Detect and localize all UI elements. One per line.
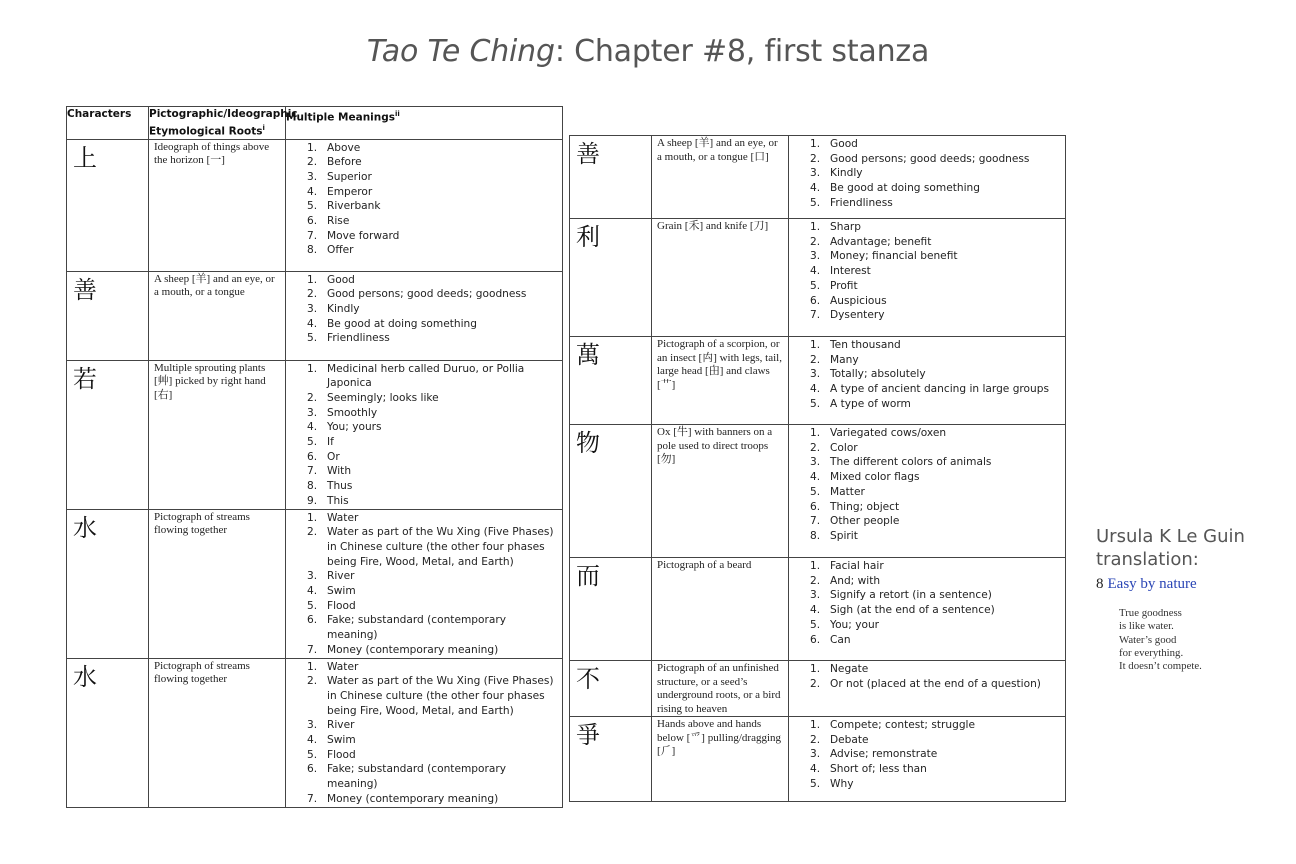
meanings-cell [286, 360, 563, 509]
meanings-list [286, 140, 562, 259]
list-item: 5. Friendliness [307, 332, 390, 345]
list-item: 1. Sharp [810, 221, 862, 233]
list-item: 7. Other people [810, 515, 900, 528]
meaning-text: Can [830, 633, 851, 646]
list-item: 2. Debate [810, 733, 869, 746]
meaning-text: Spirit [830, 529, 858, 542]
meaning-text: Superior [327, 170, 372, 183]
character-cell: 水 [67, 658, 149, 807]
list-item: 5. A type of worm [810, 397, 911, 410]
meanings-list [286, 272, 562, 347]
list-item: 6. Fake; substandard (contemporary meaning) [307, 763, 506, 791]
list-item: 2. Advantage; benefit [810, 235, 932, 248]
meaning-text: Good persons; good deeds; goodness [327, 288, 527, 301]
meanings-cell [789, 717, 1066, 802]
meanings-cell [286, 271, 563, 360]
list-item: 1. Medicinal herb called Duruo, or Pollia Japonica [307, 362, 525, 390]
table-row [67, 509, 563, 658]
header-meanings: Multiple Meanings$^{ii}$ [286, 107, 563, 140]
meaning-text: Sharp [830, 221, 862, 233]
meaning-text: Kindly [327, 302, 360, 315]
meaning-text: Be good at doing something [830, 182, 980, 195]
list-item: 3. Kindly [810, 167, 863, 180]
meaning-text: Variegated cows/oxen [830, 427, 947, 439]
list-item: 3. Advise; remonstrate [810, 748, 938, 761]
etymology-cell: Pictograph of an unfinished structure, or a seed’s underground roots, or a bird rising to heaven [652, 661, 789, 717]
table-row [570, 661, 1066, 717]
meanings-cell [789, 425, 1066, 558]
list-item: 2. Seemingly; looks like [307, 391, 439, 404]
list-item: 2. Or not (placed at the end of a question) [810, 677, 1041, 690]
character-cell: 善 [570, 136, 652, 219]
meaning-text: Good persons; good deeds; goodness [830, 152, 1030, 165]
list-item: 1. Variegated cows/oxen [810, 427, 947, 439]
meaning-text: Or not (placed at the end of a question) [830, 677, 1041, 690]
meaning-text: Advise; remonstrate [830, 748, 938, 761]
list-item: 3. River [307, 719, 355, 732]
list-item: 1. Above [307, 141, 361, 154]
character-cell: 萬 [570, 337, 652, 425]
list-item: 1. Negate [810, 663, 869, 675]
meaning-text: Advantage; benefit [830, 235, 932, 248]
list-item: 3. The different colors of animals [810, 456, 992, 469]
list-item: 2. Good persons; good deeds; goodness [810, 152, 1030, 165]
meaning-text: Offer [327, 244, 354, 257]
etymology-cell: Hands above and hands below [爫] pulling/dragging [⺁] [652, 717, 789, 802]
meaning-text: Mixed color flags [830, 471, 920, 484]
translation-heading: Ursula K Le Guin translation: [1096, 526, 1245, 570]
meaning-text: Swim [327, 585, 356, 598]
list-item: 4. Emperor [307, 185, 373, 198]
meaning-text: Kindly [830, 167, 863, 180]
meaning-text: Move forward [327, 229, 400, 242]
list-item: 7. Move forward [307, 229, 400, 242]
meanings-list [286, 361, 562, 509]
meaning-text: Money; financial benefit [830, 250, 958, 263]
meaning-text: Water as part of the Wu Xing (Five Phases) in Chinese culture (the other four phases being Fire, Wood, Metal, and Earth) [327, 526, 554, 568]
list-item: 4. You; yours [307, 421, 382, 434]
meaning-text: Rise [327, 215, 350, 228]
meaning-text: Other people [830, 515, 900, 528]
meaning-text: Smoothly [327, 406, 378, 419]
list-item: 2. Color [810, 441, 858, 454]
table-row [67, 658, 563, 807]
character-cell: 利 [570, 219, 652, 337]
list-item: 1. Water [307, 511, 359, 524]
etymology-cell: Grain [禾] and knife [刀] [652, 219, 789, 337]
list-item: 3. Totally; absolutely [810, 368, 926, 381]
header-characters: Characters [67, 107, 149, 140]
table-row [570, 425, 1066, 558]
meaning-text: With [327, 465, 352, 478]
list-item: 1. Good [810, 138, 858, 150]
list-item: 5. Riverbank [307, 200, 381, 213]
meaning-text: Swim [327, 734, 356, 747]
meaning-text: Or [327, 450, 340, 463]
meaning-text: River [327, 570, 355, 583]
table-row [67, 271, 563, 360]
meaning-text: Fake; substandard (contemporary meaning) [327, 763, 506, 791]
list-item: 4. Be good at doing something [810, 182, 980, 195]
list-item: 3. Money; financial benefit [810, 250, 958, 263]
meanings-list [789, 337, 1065, 412]
list-item: 2. And; with [810, 574, 881, 587]
meaning-text: Compete; contest; struggle [830, 719, 976, 731]
meaning-text: Interest [830, 265, 871, 278]
meaning-text: Emperor [327, 185, 373, 198]
meaning-text: Many [830, 353, 859, 366]
etymology-cell: A sheep [羊] and an eye, or a mouth, or a tongue [149, 271, 286, 360]
meaning-text: The different colors of animals [830, 456, 992, 469]
list-item: 6. Can [810, 633, 851, 646]
meaning-text: Before [327, 156, 362, 169]
etymology-cell: Ideograph of things above the horizon [一] [149, 139, 286, 271]
list-item: 5. Profit [810, 279, 858, 292]
meaning-text: Signify a retort (in a sentence) [830, 589, 992, 602]
meaning-text: Money (contemporary meaning) [327, 792, 499, 805]
meanings-list [286, 510, 562, 658]
table-row [570, 558, 1066, 661]
list-item: 6. Or [307, 450, 340, 463]
meaning-text: Flood [327, 599, 356, 612]
meaning-text: Thus [327, 480, 353, 493]
meaning-text: Riverbank [327, 200, 381, 213]
character-cell: 爭 [570, 717, 652, 802]
table-row [67, 360, 563, 509]
list-item: 4. Mixed color flags [810, 471, 920, 484]
list-item: 3. Smoothly [307, 406, 378, 419]
list-item: 6. Fake; substandard (contemporary meaning) [307, 614, 506, 642]
meaning-text: Friendliness [830, 196, 893, 209]
meaning-text: Negate [830, 663, 869, 675]
list-item: 6. Thing; object [810, 500, 900, 513]
meaning-text: Good [327, 273, 355, 286]
meanings-cell [286, 658, 563, 807]
meaning-text: Facial hair [830, 560, 884, 572]
character-cell: 水 [67, 509, 149, 658]
meaning-text: Seemingly; looks like [327, 391, 439, 404]
meaning-text: Be good at doing something [327, 317, 477, 330]
list-item: 4. Swim [307, 585, 356, 598]
meaning-text: Color [830, 441, 858, 454]
table-row [570, 717, 1066, 802]
meaning-text: A type of worm [830, 397, 911, 410]
meaning-text: You; your [830, 618, 880, 631]
meanings-cell [789, 661, 1066, 717]
list-item: 2. Good persons; good deeds; goodness [307, 288, 527, 301]
meaning-text: A type of ancient dancing in large groups [830, 383, 1049, 396]
header-etymology: Pictographic/Ideographic Etymological Roots$^i$ [149, 108, 298, 138]
list-item: 2. Many [810, 353, 859, 366]
list-item: 1. Facial hair [810, 560, 884, 572]
list-item: 4. Short of; less than [810, 763, 927, 776]
table-row [570, 136, 1066, 219]
meaning-text: Above [327, 141, 361, 154]
meaning-text: River [327, 719, 355, 732]
meaning-text: This [327, 494, 349, 507]
list-item: 3. Superior [307, 170, 372, 183]
meaning-text: Water as part of the Wu Xing (Five Phases) in Chinese culture (the other four phases being Fire, Wood, Metal, and Earth) [327, 675, 554, 717]
meaning-text: You; yours [327, 421, 382, 434]
character-cell: 不 [570, 661, 652, 717]
meaning-text: Matter [830, 485, 865, 498]
list-item: 4. Be good at doing something [307, 317, 477, 330]
meanings-list [286, 659, 562, 807]
meanings-cell [789, 136, 1066, 219]
meanings-list [789, 136, 1065, 211]
meaning-text: Why [830, 777, 854, 790]
meanings-cell [286, 139, 563, 271]
etymology-cell: Pictograph of a beard [652, 558, 789, 661]
list-item: 5. You; your [810, 618, 880, 631]
list-item: 9. This [307, 494, 349, 507]
list-item: 4. Swim [307, 734, 356, 747]
meanings-list [789, 661, 1065, 691]
meaning-text: Sigh (at the end of a sentence) [830, 604, 995, 617]
etymology-cell: Pictograph of streams flowing together [149, 509, 286, 658]
list-item: 3. Kindly [307, 302, 360, 315]
etymology-cell: A sheep [羊] and an eye, or a mouth, or a tongue [口] [652, 136, 789, 219]
list-item: 7. Dysentery [810, 309, 885, 322]
right-characters-table [569, 135, 1066, 802]
list-item: 1. Good [307, 273, 355, 286]
meanings-list [789, 558, 1065, 647]
list-item: 1. Compete; contest; struggle [810, 719, 976, 731]
list-item: 3. River [307, 570, 355, 583]
list-item: 5. Matter [810, 485, 865, 498]
etymology-cell: Ox [牛] with banners on a pole used to direct troops [勿] [652, 425, 789, 558]
meanings-list [789, 717, 1065, 792]
list-item: 1. Ten thousand [810, 339, 901, 351]
meaning-text: Friendliness [327, 332, 390, 345]
character-cell: 上 [67, 139, 149, 271]
character-cell: 物 [570, 425, 652, 558]
meaning-text: Money (contemporary meaning) [327, 643, 499, 656]
meanings-cell [286, 509, 563, 658]
meaning-text: Water [327, 660, 359, 673]
list-item: 4. A type of ancient dancing in large groups [810, 383, 1049, 396]
list-item: 7. Money (contemporary meaning) [307, 792, 499, 805]
meaning-text: Thing; object [830, 500, 900, 513]
list-item: 5. If [307, 436, 334, 449]
list-item: 8. Thus [307, 480, 353, 493]
meanings-cell [789, 219, 1066, 337]
list-item: 6. Auspicious [810, 294, 887, 307]
meaning-text: Short of; less than [830, 763, 927, 776]
list-item: 5. Friendliness [810, 196, 893, 209]
meaning-text: Good [830, 138, 858, 150]
etymology-cell: Pictograph of a scorpion, or an insect [禸] with legs, tail, large head [甶] and claws [艹] [652, 337, 789, 425]
chapter-title: 8 Easy by nature [1096, 576, 1197, 592]
meaning-text: Ten thousand [830, 339, 901, 351]
meaning-text: And; with [830, 574, 881, 587]
meaning-text: Totally; absolutely [830, 368, 926, 381]
list-item: 7. Money (contemporary meaning) [307, 643, 499, 656]
list-item: 2. Water as part of the Wu Xing (Five Phases) in Chinese culture (the other four phases being Fire, Wood, Metal, and Earth) [307, 675, 554, 717]
list-item: 2. Water as part of the Wu Xing (Five Phases) in Chinese culture (the other four phases being Fire, Wood, Metal, and Earth) [307, 526, 554, 568]
list-item: 2. Before [307, 156, 362, 169]
etymology-cell: Pictograph of streams flowing together [149, 658, 286, 807]
meaning-text: Profit [830, 279, 858, 292]
list-item: 3. Signify a retort (in a sentence) [810, 589, 992, 602]
table-row [570, 337, 1066, 425]
list-item: 4. Interest [810, 265, 871, 278]
meanings-cell [789, 337, 1066, 425]
character-cell: 善 [67, 271, 149, 360]
character-cell: 而 [570, 558, 652, 661]
page-title: Tao Te Ching: Chapter #8, first stanza [366, 34, 930, 69]
meaning-text: Fake; substandard (contemporary meaning) [327, 614, 506, 642]
table-row [67, 139, 563, 271]
list-item: 7. With [307, 465, 352, 478]
list-item: 4. Sigh (at the end of a sentence) [810, 604, 995, 617]
list-item: 5. Flood [307, 599, 356, 612]
meanings-list [789, 219, 1065, 323]
table-row [570, 219, 1066, 337]
meaning-text: If [327, 436, 334, 449]
meaning-text: Debate [830, 733, 869, 746]
list-item: 6. Rise [307, 215, 350, 228]
list-item: 5. Flood [307, 748, 356, 761]
translation-poem: True goodness is like water. Water’s good for everything. It doesn’t compete. [1119, 607, 1202, 673]
meaning-text: Medicinal herb called Duruo, or Pollia Japonica [327, 362, 525, 390]
list-item: 5. Why [810, 777, 854, 790]
list-item: 8. Offer [307, 244, 354, 257]
meaning-text: Water [327, 511, 359, 524]
meaning-text: Auspicious [830, 294, 887, 307]
list-item: 8. Spirit [810, 529, 858, 542]
list-item: 1. Water [307, 660, 359, 673]
character-cell: 若 [67, 360, 149, 509]
etymology-cell: Multiple sprouting plants [艸] picked by right hand [右] [149, 360, 286, 509]
left-characters-table [66, 106, 563, 808]
meaning-text: Dysentery [830, 309, 885, 322]
meaning-text: Flood [327, 748, 356, 761]
meanings-cell [789, 558, 1066, 661]
meanings-list [789, 425, 1065, 544]
